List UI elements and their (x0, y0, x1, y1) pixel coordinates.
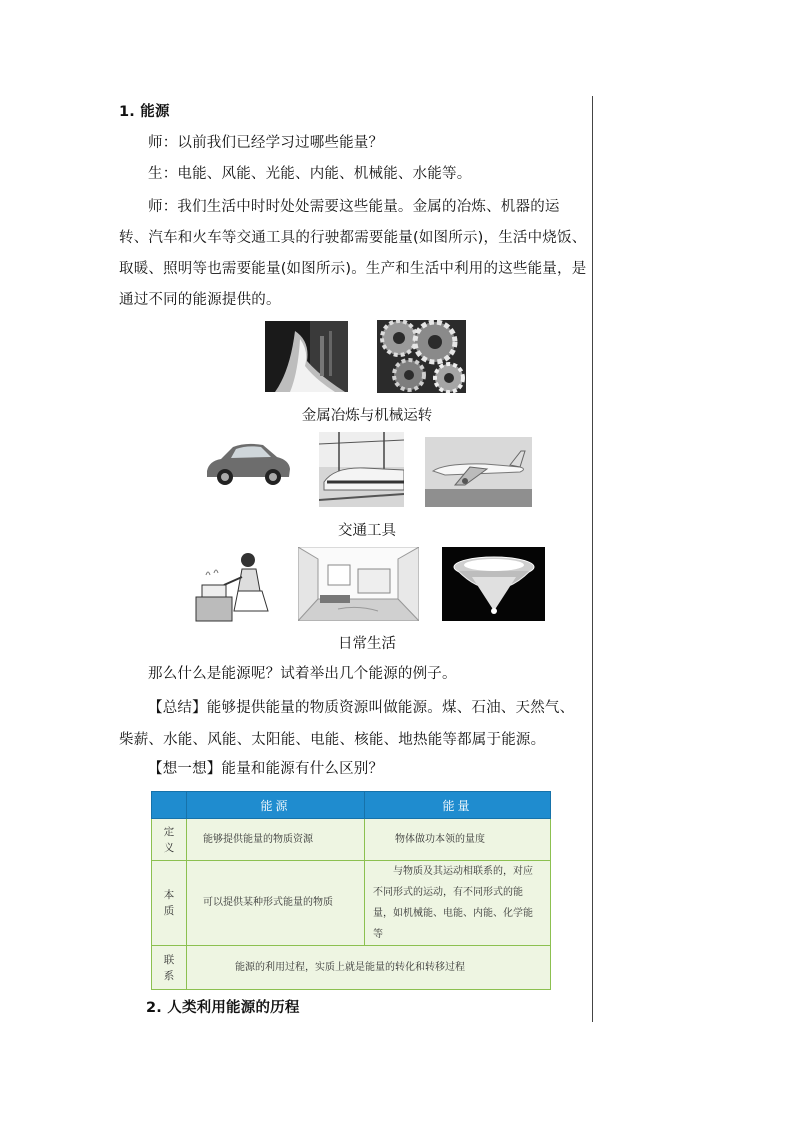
col-header-energy: 能量 (365, 792, 551, 819)
table-row (152, 946, 551, 990)
chandelier-image (442, 547, 545, 621)
question-text: 那么什么是能源呢？试着举出几个能源的例子。 (148, 666, 457, 682)
caption-metal: 金属冶炼与机械运转 (301, 408, 433, 424)
think-text: 【想一想】能量和能源有什么区别？ (148, 761, 384, 777)
room-image (298, 547, 419, 621)
col-header-energy-source: 能源 (187, 792, 365, 819)
row-label-definition: 定义 (152, 819, 187, 861)
cell-source-essence: 可以提供某种形式能量的物质 (187, 861, 365, 946)
car-image (201, 433, 294, 491)
summary-text: 【总结】能够提供能量的物质资源叫做能源。煤、石油、天然气、柴薪、水能、风能、太阳能、电能、核能、地热能等都属于能源。 (119, 700, 575, 748)
teacher-explanation: 师：我们生活中时时处处需要这些能量。金属的冶炼、机器的运转、汽车和火车等交通工具的行驶都需要能量(如图所示)，生活中烧饭、取暖、照明等也需要能量(如图所示)。生产和生活中利用的这些能量，是通过不同的能源提供的。 (119, 199, 587, 308)
cell-energy-essence: 与物质及其运动相联系的，对应不同形式的运动，有不同形式的能量，如机械能、电能、内能、化学能等 (365, 861, 551, 946)
section2-heading: 2. 人类利用能源的历程 (146, 1000, 300, 1016)
student-answer: 生：电能、风能、光能、内能、机械能、水能等。 (148, 166, 472, 182)
table-header-row (152, 792, 551, 819)
metal-smelting-image (265, 321, 348, 392)
airplane-image (425, 437, 532, 507)
cell-energy-definition: 物体做功本领的量度 (365, 819, 551, 861)
row-label-relation: 联系 (152, 946, 187, 990)
teacher-question: 师：以前我们已经学习过哪些能量？ (148, 135, 384, 151)
section1-heading: 1. 能源 (119, 104, 170, 120)
row-label-essence: 本质 (152, 861, 187, 946)
table-corner (152, 792, 187, 819)
comparison-table (151, 791, 551, 990)
table-row (152, 819, 551, 861)
table-row (152, 861, 551, 946)
caption-transport: 交通工具 (338, 523, 396, 539)
train-image (319, 432, 404, 507)
cell-source-definition: 能够提供能量的物质资源 (187, 819, 365, 861)
cooking-image (190, 549, 274, 623)
cell-relation: 能源的利用过程，实质上就是能量的转化和转移过程 (187, 946, 551, 990)
gears-image (377, 320, 466, 393)
caption-daily: 日常生活 (338, 636, 396, 652)
margin-rule (592, 96, 593, 1022)
